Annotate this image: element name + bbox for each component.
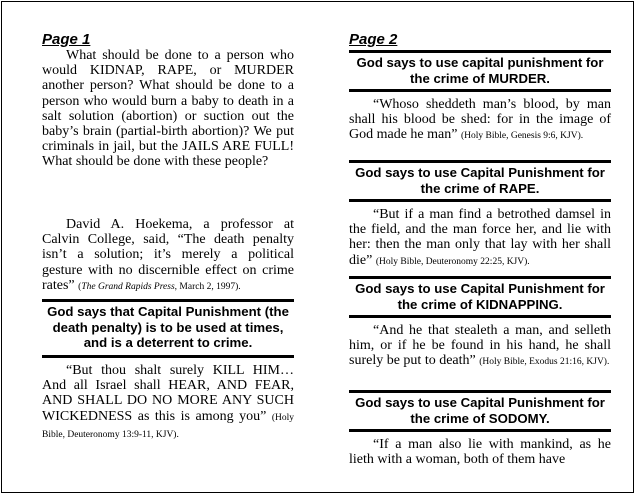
intro-text: What should be done to a person who would KIDNAP, RAPE, or MURDER another person? What should be done to a person who would burn a baby to death in a salt solution (abortion) or suction out the baby’s brain (partial-birth abortion)? We put criminals in jail, but the JAILS ARE FULL! What should be done with these people? — [42, 48, 294, 170]
kidnapping-heading: God says to use Capital Punishment for the crime of KIDNAPPING. — [355, 281, 605, 312]
page-1-label: Page 1 — [42, 31, 91, 48]
murder-heading: God says to use capital punishment for the crime of MURDER. — [356, 55, 604, 86]
section-rule-bottom — [349, 89, 611, 92]
kidnapping-scripture: “And he that stealeth a man, and selleth him, or if he be found in his hand, he shall surely be put to death” — [349, 323, 611, 369]
section-rule-bottom — [349, 429, 611, 432]
rape-citation: (Holy Bible, Deuteronomy 22:25, KJV). — [375, 256, 530, 267]
section-rule-bottom — [349, 199, 611, 202]
citation-source: The Grand Rapids Press — [81, 281, 175, 292]
page-1-intro-paragraph — [42, 48, 294, 170]
hoekema-citation: (The Grand Rapids Press, March 2, 1997). — [78, 281, 241, 292]
rape-scripture: “But if a man find a betrothed damsel in the field, and the man force her, and lie with her: then the man only that lay with her shall die” — [349, 207, 611, 268]
section-rule-top — [349, 390, 611, 393]
rape-quote — [349, 207, 611, 270]
sodomy-heading: God says to use Capital Punishment for the crime of SODOMY. — [355, 395, 605, 426]
murder-quote — [349, 97, 611, 145]
section-rule-top — [349, 50, 611, 53]
hoekema-quote: David A. Hoekema, a professor at Calvin College, said, “The death penalty isn’t a solution; it’s merely a political gesture with no discernible effect on crime rates” — [42, 217, 294, 293]
murder-scripture: “Whoso sheddeth man’s blood, by man shall his blood be shed: for in the image of God made he man” — [349, 97, 611, 143]
kidnapping-quote — [349, 323, 611, 371]
scripture-citation: (Holy Bible, Deuteronomy 13:9-11, KJV). — [42, 412, 295, 440]
page-1-heading: God says that Capital Punishment (the death penalty) is to be used at times, and is a deterrent to crime. — [47, 304, 289, 350]
heading-rule-top — [42, 299, 294, 302]
page-2-label: Page 2 — [349, 31, 398, 48]
sodomy-scripture: “If a man also lie with mankind, as he lieth with a woman, both of them have — [349, 437, 611, 468]
scripture-text: “But thou shalt surely KILL HIM… And all Israel shall HEAR, AND FEAR, AND SHALL DO NO MORE ANY SUCH WICKEDNESS as this is among you” — [42, 363, 294, 424]
murder-citation: (Holy Bible, Genesis 9:6, KJV). — [460, 131, 584, 142]
section-rule-bottom — [349, 315, 611, 318]
heading-rule-bottom — [42, 355, 294, 358]
section-rule-top — [349, 160, 611, 163]
page-1-hoekema-paragraph — [42, 217, 294, 295]
kidnapping-citation: (Holy Bible, Exodus 21:16, KJV). — [479, 357, 610, 368]
page-1-scripture-quote — [42, 363, 294, 443]
rape-heading: God says to use Capital Punishment for the crime of RAPE. — [355, 165, 605, 196]
document-page — [1, 1, 634, 493]
sodomy-quote — [349, 437, 611, 467]
section-rule-top — [349, 276, 611, 279]
citation-date: , March 2, 1997). — [174, 281, 241, 292]
